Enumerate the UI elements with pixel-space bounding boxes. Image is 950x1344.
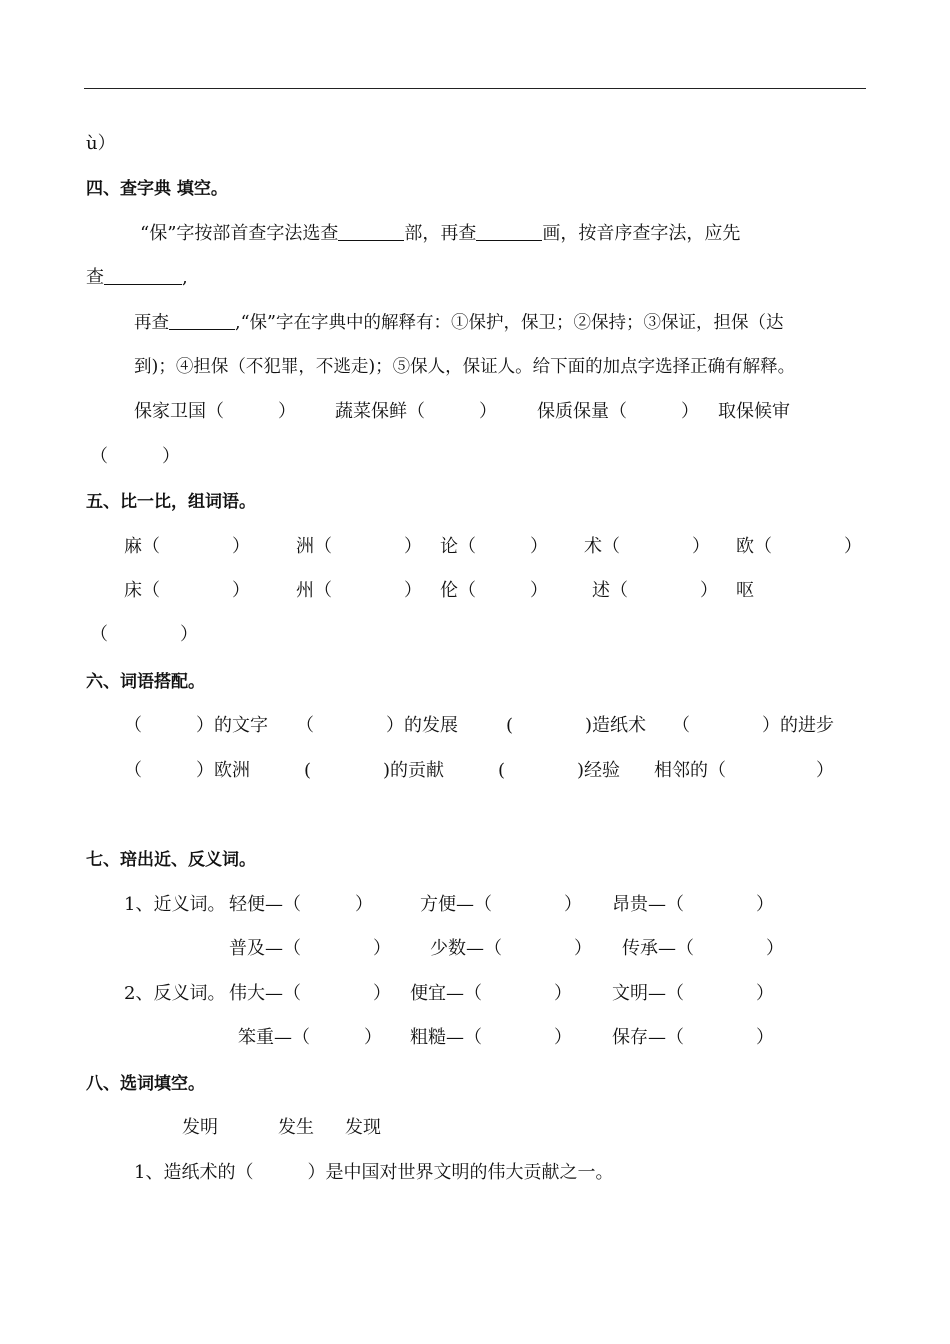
s6-item: （ ）的进步	[672, 715, 834, 736]
top-fragment: ù）	[86, 133, 116, 154]
blank[interactable]	[338, 223, 404, 241]
s6-item: ( )造纸术	[506, 715, 647, 736]
section-8-heading: 八、选词填空。	[86, 1074, 205, 1094]
s7-item: 方便—（ ）	[420, 894, 582, 915]
s4-word-1: 保家卫国（ ）	[134, 401, 296, 422]
s7-item: 普及—（ ）	[229, 938, 391, 959]
s5-item: （ ）	[90, 624, 198, 645]
s6-item: （ ）的发展	[296, 715, 458, 736]
s4-line-3: 再查 ,“保”字在字典中的解释有：①保护，保卫；②保持；③保证，担保（达	[134, 313, 784, 333]
s7-item: 保存—（ ）	[612, 1027, 774, 1048]
s5-item: 床（ ）	[124, 580, 250, 601]
section-5-heading: 五、比一比，组词语。	[86, 492, 256, 512]
header-rule	[84, 88, 866, 89]
s8-question-1: 1、造纸术的（ ）是中国对世界文明的伟大贡献之一。	[134, 1162, 614, 1183]
s8-choice: 发现	[345, 1117, 381, 1138]
s7-item: 传承—（ ）	[622, 938, 784, 959]
s5-item: 述（ ）	[592, 580, 718, 601]
section-7-heading: 七、琣出近、反义词。	[86, 850, 256, 870]
section-4-heading: 四、查字典 填空。	[86, 179, 228, 199]
s7-synonym-label: 1、近义词。	[124, 894, 226, 915]
s4-line-2: 查 ,	[86, 267, 188, 288]
blank[interactable]	[104, 267, 182, 285]
s5-item: 州（ ）	[296, 580, 422, 601]
s5-item: 麻（ ）	[124, 536, 250, 557]
s5-item: 欧（ ）	[736, 536, 862, 557]
s6-item: ( )经验	[498, 760, 621, 781]
s7-item: 笨重—（ ）	[238, 1027, 382, 1048]
s4-word-4: 取保候审	[718, 401, 790, 422]
s5-item: 术（ ）	[584, 536, 710, 557]
s4-line-1: “保”字按部首查字法选查 部，再查 画，按音序查字法，应先	[140, 223, 741, 244]
s7-antonym-label: 2、反义词。	[124, 983, 226, 1004]
s6-item: 相邻的（ ）	[654, 760, 834, 781]
s7-item: 少数—（ ）	[430, 938, 592, 959]
s4-line-4: 到)；④担保（不犯罪，不逃走)；⑤保人，保证人。给下面的加点字选择正确有解释。	[134, 357, 796, 377]
s4-word-2: 蔬菜保鲜（ ）	[335, 401, 497, 422]
s7-item: 文明—（ ）	[612, 983, 774, 1004]
s7-item: 便宜—（ ）	[410, 983, 572, 1004]
s5-item: 伦（ ）	[440, 580, 548, 601]
s6-item: ( )的贡献	[304, 760, 445, 781]
s8-choice: 发生	[278, 1117, 314, 1138]
s6-item: （ ）欧洲	[124, 760, 250, 781]
s5-item: 呕	[736, 580, 754, 601]
section-6-heading: 六、词语搭配。	[86, 672, 205, 692]
blank[interactable]	[169, 312, 235, 330]
s7-item: 伟大—（ ）	[229, 983, 391, 1004]
s7-item: 粗糙—（ ）	[410, 1027, 572, 1048]
s7-item: 昂贵—（ ）	[612, 894, 774, 915]
s7-item: 轻便—（ ）	[229, 894, 373, 915]
s5-item: 洲（ ）	[296, 536, 422, 557]
blank[interactable]	[476, 223, 542, 241]
s6-item: （ ）的文字	[124, 715, 268, 736]
s8-choice: 发明	[182, 1117, 218, 1138]
s5-item: 论（ ）	[440, 536, 548, 557]
s4-word-3: 保质保量（ ）	[537, 401, 699, 422]
s4-word-4-paren: （ ）	[90, 446, 180, 467]
